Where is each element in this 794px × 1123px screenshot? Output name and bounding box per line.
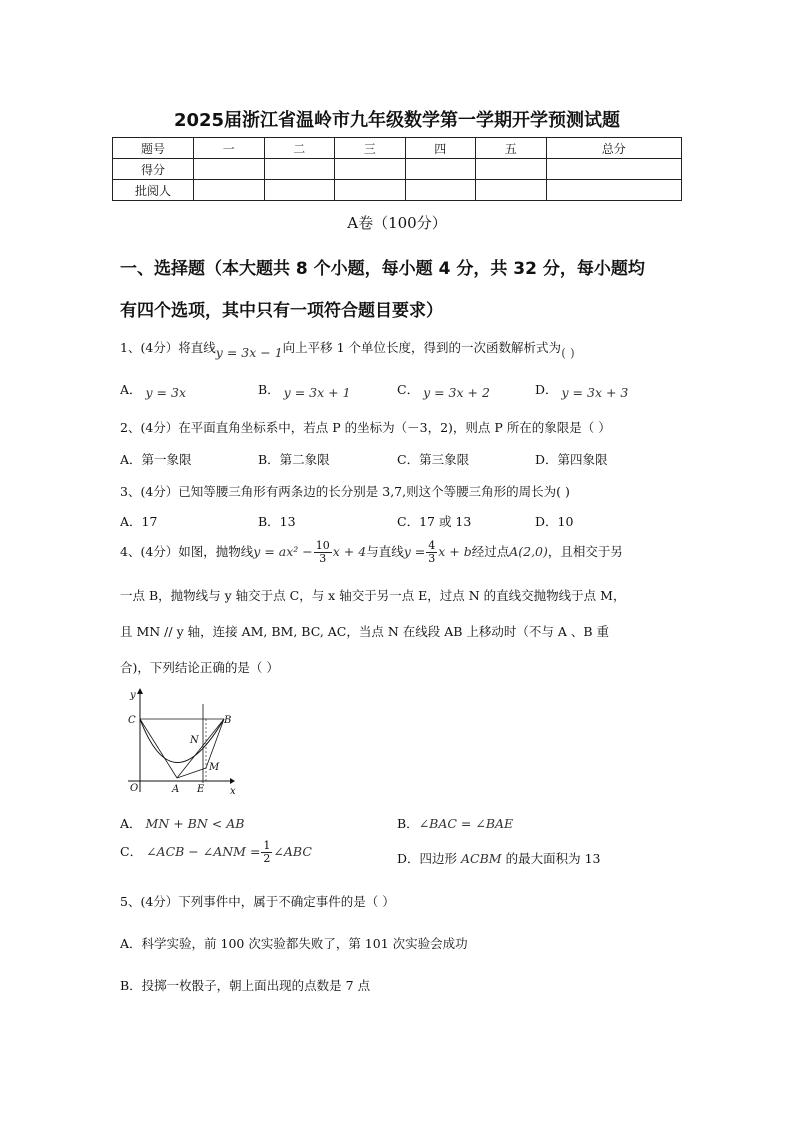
q4-expr: x + 4	[332, 544, 367, 559]
q4-expr: y = ax² −	[253, 544, 313, 559]
parabola	[140, 719, 224, 763]
label-m: M	[209, 762, 220, 773]
q1-option-a[interactable]	[120, 380, 186, 398]
option-letter: A．	[120, 382, 142, 397]
q1-option-d[interactable]	[535, 380, 628, 398]
option-letter: C．	[397, 382, 420, 397]
score-cell[interactable]	[264, 159, 335, 180]
q4-expr: x + b	[438, 544, 472, 559]
grader-cell[interactable]	[264, 180, 335, 201]
q2-option-c[interactable]: C．第三象限	[397, 452, 470, 467]
table-cell: 一	[194, 138, 265, 159]
table-cell: 题号	[113, 138, 194, 159]
table-cell: 批阅人	[113, 180, 194, 201]
option-letter: D．	[535, 382, 558, 397]
score-cell[interactable]	[405, 159, 476, 180]
label-y: y	[130, 690, 136, 701]
question-4-line2: 一点 B，抛物线与 y 轴交于点 C，与 x 轴交于另一点 E，过点 N 的直线交抛物线于点 M，	[120, 588, 626, 603]
label-b: B	[224, 715, 232, 726]
q5-option-a[interactable]: A．科学实验，前 100 次实验都失败了，第 101 次实验会成功	[120, 936, 468, 951]
option-expr: y = 3x + 3	[561, 385, 629, 400]
question-4-line3: 且 MN // y 轴，连接 AM, BM, BC, AC，当点 N 在线段 AB 上移动时（不与 A 、B 重	[120, 624, 610, 639]
option-letter: C．	[120, 844, 143, 859]
score-cell[interactable]	[546, 159, 682, 180]
option-letter: A．	[120, 816, 142, 831]
question-4-line1	[120, 540, 623, 565]
table-row	[113, 159, 682, 180]
question-1	[120, 338, 575, 360]
q1-option-c[interactable]	[397, 380, 490, 398]
q4-option-a[interactable]	[120, 814, 244, 832]
q3-option-b[interactable]: B．13	[258, 514, 296, 529]
label-e: E	[197, 784, 205, 795]
question-3: 3、(4分）已知等腰三角形有两条边的长分别是 3,7,则这个等腰三角形的周长为( )	[120, 484, 570, 499]
q1-expr: y = 3x − 1	[215, 345, 283, 360]
line-ca	[140, 719, 177, 778]
q4-figure	[118, 686, 238, 796]
q4-option-c[interactable]	[120, 840, 312, 865]
q3-option-a[interactable]: A．17	[120, 514, 158, 529]
q4-option-b[interactable]	[397, 814, 513, 832]
q4-expr: A(2,0)	[509, 544, 548, 559]
q4-text: 4、(4分）如图，抛物线	[120, 544, 254, 559]
table-cell: 得分	[113, 159, 194, 180]
option-expr: ∠BAC = ∠BAE	[418, 816, 514, 831]
grader-cell[interactable]	[476, 180, 547, 201]
option-expr: MN + BN < AB	[145, 816, 245, 831]
score-table	[112, 137, 682, 201]
option-fraction	[261, 840, 272, 865]
q4-text: 经过点	[471, 544, 510, 559]
table-cell: 四	[405, 138, 476, 159]
table-cell: 三	[335, 138, 406, 159]
option-letter: D．	[397, 851, 420, 866]
option-expr: ∠ABC	[273, 844, 312, 859]
section-a-title: A卷（100分）	[347, 214, 447, 232]
line-bm	[206, 719, 224, 768]
option-expr: ∠ACB − ∠ANM =	[146, 844, 261, 859]
q2-option-a[interactable]: A．第一象限	[120, 452, 192, 467]
label-n: N	[190, 735, 199, 746]
table-cell: 总分	[546, 138, 682, 159]
q5-option-b[interactable]: B．投掷一枚骰子，朝上面出现的点数是 7 点	[120, 978, 371, 993]
q2-option-d[interactable]: D．第四象限	[535, 452, 608, 467]
fraction-numerator: 1	[263, 839, 271, 852]
fraction-denominator: 2	[263, 852, 271, 865]
q4-expr: y =	[403, 544, 426, 559]
option-text: 四边形	[419, 851, 458, 866]
q1-prefix: 1、(4分）将直线	[120, 340, 216, 355]
question-5: 5、(4分）下列事件中，属于不确定事件的是（ ）	[120, 894, 395, 909]
y-axis-arrow-icon	[137, 688, 143, 694]
option-letter: B．	[397, 816, 419, 831]
q4-text: ，且相交于另	[547, 544, 623, 559]
label-x: x	[230, 786, 236, 796]
fraction-numerator: 10	[315, 539, 330, 552]
grader-cell[interactable]	[546, 180, 682, 201]
page-title: 2025届浙江省温岭市九年级数学第一学期开学预测试题	[173, 110, 621, 131]
x-axis-arrow-icon	[230, 778, 235, 784]
label-o: O	[130, 783, 139, 794]
section-heading-line2: 有四个选项，其中只有一项符合题目要求）	[120, 301, 443, 321]
q2-option-b[interactable]: B．第二象限	[258, 452, 330, 467]
option-expr: y = 3x + 2	[423, 385, 490, 400]
table-cell: 二	[264, 138, 335, 159]
score-cell[interactable]	[476, 159, 547, 180]
q4-option-d[interactable]	[397, 849, 600, 867]
table-row	[113, 138, 682, 159]
table-row	[113, 180, 682, 201]
fraction-numerator: 4	[428, 539, 436, 552]
section-heading-line1: 一、选择题（本大题共 8 个小题，每小题 4 分，共 32 分，每小题均	[120, 259, 645, 279]
score-cell[interactable]	[335, 159, 406, 180]
q1-suffix: 向上平移 1 个单位长度，得到的一次函数解析式为	[282, 340, 562, 355]
q4-fraction	[314, 540, 332, 565]
q3-option-d[interactable]: D．10	[535, 514, 574, 529]
q1-option-b[interactable]	[258, 380, 351, 398]
option-letter: B．	[258, 382, 280, 397]
q4-text: 与直线	[366, 544, 404, 559]
grader-cell[interactable]	[194, 180, 265, 201]
question-2: 2、(4分）在平面直角坐标系中，若点 P 的坐标为（－3，2)，则点 P 所在的象限是（ ）	[120, 420, 611, 435]
fraction-denominator: 3	[319, 552, 327, 565]
question-4-line4: 合)，下列结论正确的是（ ）	[120, 660, 279, 675]
score-cell[interactable]	[194, 159, 265, 180]
q3-option-c[interactable]: C．17 或 13	[397, 514, 472, 529]
label-c: C	[128, 715, 136, 726]
option-text: 的最大面积为 13	[505, 851, 601, 866]
option-expr: y = 3x + 1	[283, 385, 351, 400]
table-cell: 五	[476, 138, 547, 159]
option-expr: y = 3x	[145, 385, 187, 400]
q4-fraction	[426, 540, 437, 565]
grader-cell[interactable]	[405, 180, 476, 201]
grader-cell[interactable]	[335, 180, 406, 201]
fraction-denominator: 3	[428, 552, 436, 565]
q1-paren: ( )	[561, 345, 575, 360]
label-a: A	[172, 784, 180, 795]
option-expr: ACBM	[461, 851, 502, 866]
